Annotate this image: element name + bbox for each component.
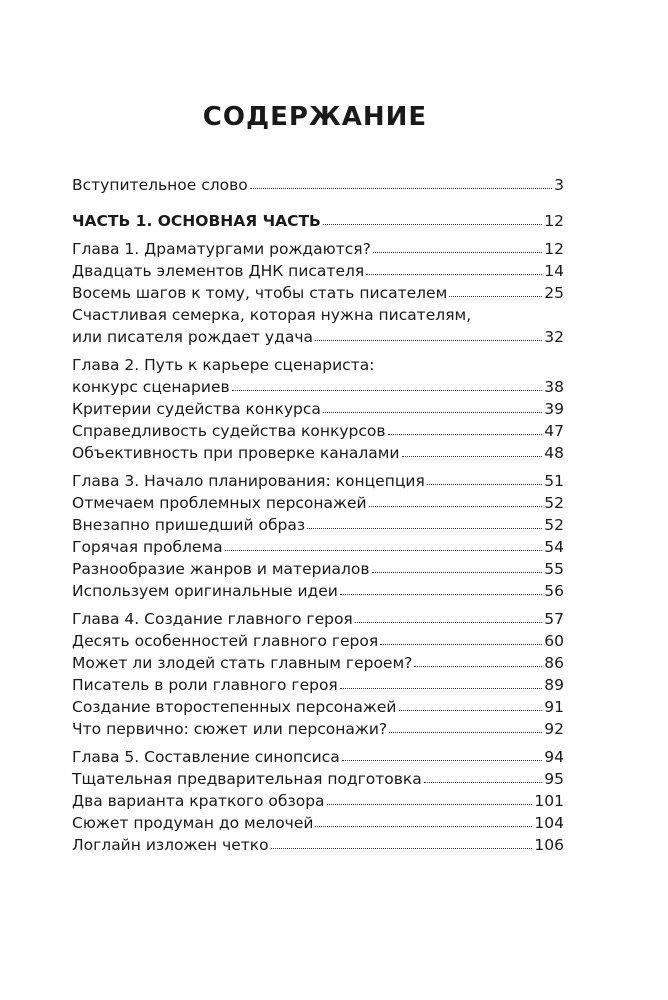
toc-entry-title: Объективность при проверке каналами	[72, 444, 400, 462]
toc-page-number: 39	[544, 400, 564, 418]
toc-entry-chapter-4	[72, 608, 564, 630]
toc-entry-title: Глава 2. Путь к карьере сценариста:	[72, 356, 375, 374]
toc-entry	[72, 718, 564, 740]
toc-entry	[72, 652, 564, 674]
leader-dots	[315, 811, 532, 827]
toc-entry	[72, 304, 564, 326]
toc-entry	[72, 420, 564, 442]
toc-page-number: 48	[544, 444, 564, 462]
table-of-contents	[72, 174, 564, 856]
leader-dots	[399, 695, 543, 711]
toc-page-number: 51	[544, 472, 564, 490]
toc-entry	[72, 696, 564, 718]
toc-entry-chapter-1	[72, 238, 564, 260]
toc-page-number: 94	[544, 748, 564, 766]
toc-entry-part-1	[72, 210, 564, 232]
toc-entry-title: конкурс сценариев	[72, 378, 230, 396]
toc-page-number: 3	[554, 176, 564, 194]
toc-entry	[72, 834, 564, 856]
toc-page-number: 104	[534, 814, 564, 832]
toc-entry	[72, 558, 564, 580]
toc-entry-title: ЧАСТЬ 1. ОСНОВНАЯ ЧАСТЬ	[72, 212, 321, 230]
toc-entry-title: Восемь шагов к тому, чтобы стать писателем	[72, 284, 448, 302]
toc-page-number: 12	[544, 212, 564, 230]
toc-page-number: 52	[544, 494, 564, 512]
toc-entry-title: Справедливость судейства конкурсов	[72, 422, 386, 440]
toc-page-number: 86	[544, 654, 564, 672]
leader-dots	[369, 491, 543, 507]
leader-dots	[373, 237, 542, 253]
toc-entry-title: Горячая проблема	[72, 538, 223, 556]
toc-entry-intro	[72, 174, 564, 196]
leader-dots	[340, 579, 542, 595]
leader-dots	[388, 419, 543, 435]
toc-entry-title: Двадцать элементов ДНК писателя	[72, 262, 365, 280]
toc-page-number: 101	[534, 792, 564, 810]
toc-entry	[72, 376, 564, 398]
toc-page-number: 95	[544, 770, 564, 788]
toc-entry	[72, 674, 564, 696]
toc-entry-title: Разнообразие жанров и материалов	[72, 560, 370, 578]
toc-page-number: 47	[544, 422, 564, 440]
toc-entry-chapter-5	[72, 746, 564, 768]
toc-page-number: 106	[534, 836, 564, 854]
leader-dots	[449, 281, 542, 297]
toc-page-number: 55	[544, 560, 564, 578]
toc-entry-title: Десять особенностей главного героя	[72, 632, 379, 650]
toc-entry-title: Внезапно пришедший образ	[72, 516, 306, 534]
toc-entry	[72, 768, 564, 790]
toc-page-number: 12	[544, 240, 564, 258]
toc-entry-title: Счастливая семерка, которая нужна писателям,	[72, 306, 472, 324]
toc-page-number: 32	[544, 328, 564, 346]
toc-entry	[72, 630, 564, 652]
toc-entry-title: Может ли злодей стать главным героем?	[72, 654, 413, 672]
toc-entry-title: Сюжет продуман до мелочей	[72, 814, 314, 832]
toc-entry	[72, 492, 564, 514]
toc-entry-title: Вступительное слово	[72, 176, 248, 194]
toc-entry-title: Два варианта краткого обзора	[72, 792, 325, 810]
toc-page-number: 56	[544, 582, 564, 600]
leader-dots	[355, 607, 543, 623]
toc-page-number: 92	[544, 720, 564, 738]
leader-dots	[380, 629, 542, 645]
toc-entry-title: Критерии судейства конкурса	[72, 400, 321, 418]
toc-entry	[72, 790, 564, 812]
toc-entry-title: Тщательная предварительная подготовка	[72, 770, 422, 788]
toc-entry-chapter-2	[72, 354, 564, 376]
toc-entry-title: Логлайн изложен четко	[72, 836, 269, 854]
leader-dots	[424, 767, 542, 783]
leader-dots	[225, 535, 543, 551]
leader-dots	[232, 375, 543, 391]
leader-dots	[323, 397, 542, 413]
leader-dots	[342, 745, 543, 761]
toc-page-number: 54	[544, 538, 564, 556]
toc-entry-title: Глава 3. Начало планирования: концепция	[72, 472, 425, 490]
toc-entry-title: Что первично: сюжет или персонажи?	[72, 720, 388, 738]
toc-entry	[72, 398, 564, 420]
toc-entry	[72, 580, 564, 602]
toc-page-number: 14	[544, 262, 564, 280]
leader-dots	[372, 557, 543, 573]
leader-dots	[366, 259, 542, 275]
toc-entry-title: Глава 5. Составление синопсиса	[72, 748, 340, 766]
leader-dots	[389, 717, 542, 733]
leader-dots	[250, 173, 552, 189]
leader-dots	[271, 833, 533, 849]
toc-entry-title: Отмечаем проблемных персонажей	[72, 494, 367, 512]
leader-dots	[315, 325, 542, 341]
leader-dots	[327, 789, 533, 805]
leader-dots	[402, 441, 543, 457]
toc-page-number: 38	[544, 378, 564, 396]
toc-entry	[72, 536, 564, 558]
toc-entry-title: Глава 1. Драматургами рождаются?	[72, 240, 371, 258]
toc-page-number: 52	[544, 516, 564, 534]
toc-entry	[72, 514, 564, 536]
toc-page-number: 91	[544, 698, 564, 716]
toc-entry-title: Используем оригинальные идеи	[72, 582, 338, 600]
toc-page-number: 89	[544, 676, 564, 694]
toc-entry	[72, 260, 564, 282]
toc-page-number: 25	[544, 284, 564, 302]
toc-entry-title: Писатель в роли главного героя	[72, 676, 338, 694]
toc-entry	[72, 282, 564, 304]
toc-entry	[72, 812, 564, 834]
leader-dots	[323, 209, 542, 225]
toc-entry-title: Создание второстепенных персонажей	[72, 698, 397, 716]
toc-entry-chapter-3	[72, 470, 564, 492]
toc-entry	[72, 326, 564, 348]
toc-entry-title: или писателя рождает удача	[72, 328, 313, 346]
toc-page-number: 57	[544, 610, 564, 628]
leader-dots	[340, 673, 543, 689]
toc-page-number: 60	[544, 632, 564, 650]
toc-entry	[72, 442, 564, 464]
toc-entry-title: Глава 4. Создание главного героя	[72, 610, 353, 628]
leader-dots	[307, 513, 542, 529]
leader-dots	[414, 651, 542, 667]
page-title: СОДЕРЖАНИЕ	[202, 102, 428, 132]
leader-dots	[427, 469, 542, 485]
